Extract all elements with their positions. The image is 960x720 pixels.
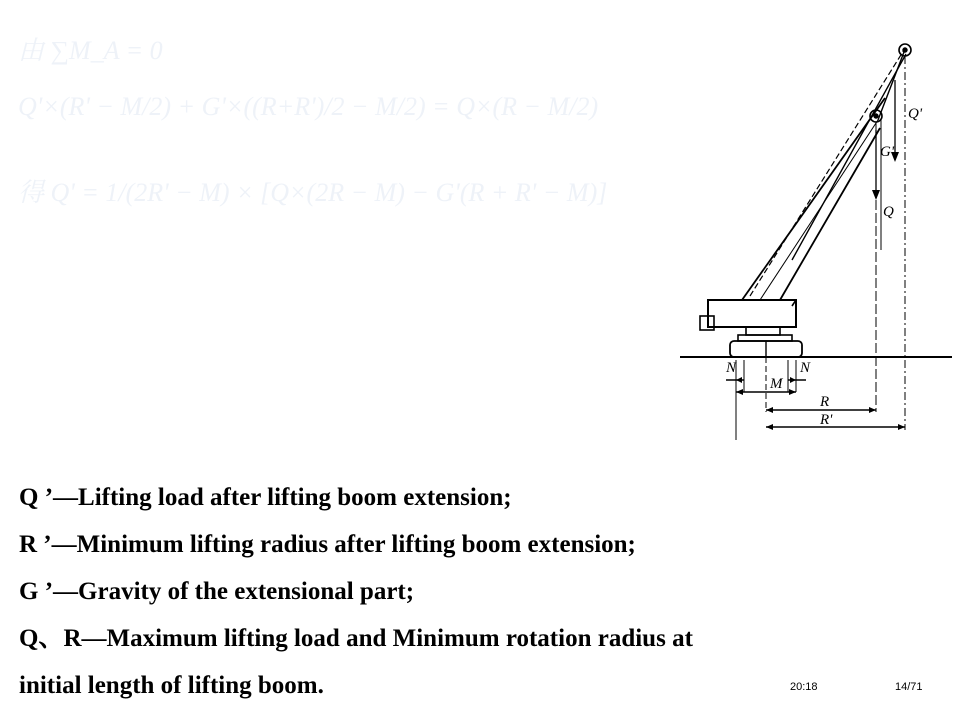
label-r: R (820, 394, 830, 410)
label-m: M (770, 376, 783, 392)
formula-line-2: Q'×(R' − M/2) + G'×((R+R')/2 − M/2) = Q×(R − M/2) (18, 92, 599, 121)
definition-q-r: Q、R—Maximum lifting load and Minimum rotation radius at (19, 625, 693, 652)
definition-q-r-continued: initial length of lifting boom. (19, 672, 324, 699)
label-g-prime: G' (880, 144, 895, 160)
label-n-left: N (726, 360, 737, 376)
footer-time: 20:18 (790, 681, 818, 693)
boom-main (742, 98, 885, 300)
formula-line-1: 由 ∑M_A = 0 (18, 36, 163, 65)
definitions-list (19, 474, 949, 709)
footer-page-number: 14/71 (895, 681, 923, 693)
crane-cab (708, 300, 796, 327)
label-n-right: N (800, 360, 811, 376)
definition-g-prime: G ’—Gravity of the extensional part; (19, 578, 415, 605)
label-r-prime: R' (820, 412, 833, 428)
crane-diagram (680, 20, 960, 440)
definition-r-prime: R ’—Minimum lifting radius after lifting boom extension; (19, 531, 636, 558)
label-q: Q (883, 204, 894, 220)
label-q-prime: Q' (908, 106, 923, 122)
formula-line-3: 得 Q' = 1/(2R' − M) × [Q×(2R − M) − G'(R + R' − M)] (18, 178, 608, 207)
formula-watermark (18, 30, 678, 220)
definition-q-prime: Q ’—Lifting load after lifting boom extension; (19, 484, 512, 511)
